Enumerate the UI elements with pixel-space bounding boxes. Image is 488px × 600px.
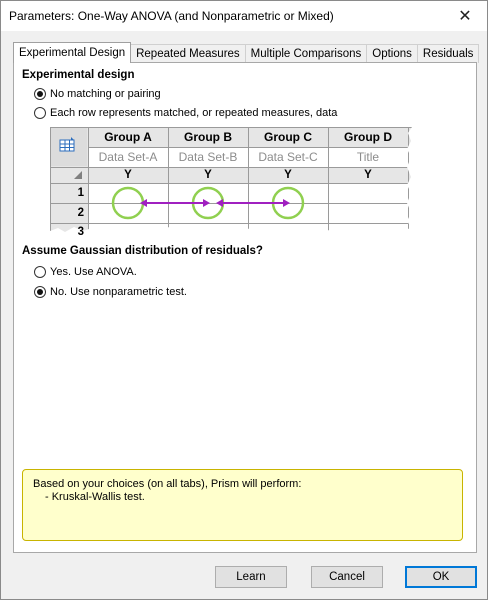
close-button[interactable] [443,1,487,31]
column-header-group-c[interactable]: Group C [264,130,312,144]
column-y-a: Y [124,169,132,181]
column-subtitle-b: Data Set-B [178,150,238,164]
column-y-b: Y [204,169,212,181]
arrow-b-c [216,199,290,207]
column-y-c: Y [284,169,292,181]
row-number-2: 2 [77,207,84,219]
column-header-group-a[interactable]: Group A [104,130,152,144]
summary-intro: Based on your choices (on all tabs), Prism will perform: [33,478,302,490]
cancel-button[interactable]: Cancel [311,566,383,588]
title-bar [1,1,487,31]
summary-test-name: - Kruskal-Wallis test. [45,491,145,503]
window-title: Parameters: One-Way ANOVA (and Nonparametric or Mixed) [9,9,334,23]
radio-nonparametric-button[interactable] [34,286,46,298]
torn-edge [50,227,412,239]
experimental-design-title: Experimental design [22,69,135,81]
radio-use-anova-button[interactable] [34,266,46,278]
tab-options[interactable]: Options [366,44,418,63]
radio-nonparametric[interactable] [34,286,187,298]
row-number-3: 3 [77,226,84,238]
tab-multiple-comparisons[interactable]: Multiple Comparisons [245,44,368,63]
radio-use-anova-label: Yes. Use ANOVA. [50,266,137,278]
column-subtitle-c: Data Set-C [258,150,318,164]
close-icon: ✕ [458,8,472,25]
radio-use-anova[interactable] [34,266,137,278]
tab-experimental-design[interactable]: Experimental Design [13,42,131,63]
tab-residuals[interactable]: Residuals [417,44,480,63]
radio-no-matching-label: No matching or pairing [50,88,161,100]
tab-panel [13,62,477,553]
radio-each-row-matched-button[interactable] [34,107,46,119]
arrow-a-b [140,199,210,207]
row-number-1: 1 [77,187,84,199]
radio-each-row-matched-label: Each row represents matched, or repeated measures, data [50,107,338,119]
tab-strip [13,44,478,63]
data-sheet-illustration [50,127,412,239]
column-subtitle-d: Title [356,150,380,164]
learn-button[interactable]: Learn [215,566,287,588]
ok-button[interactable]: OK [405,566,477,588]
radio-no-matching[interactable] [34,88,161,100]
radio-each-row-matched[interactable] [34,107,337,119]
column-header-group-d[interactable]: Group D [344,130,392,144]
tab-repeated-measures[interactable]: Repeated Measures [130,44,246,63]
radio-nonparametric-label: No. Use nonparametric test. [50,286,187,298]
gaussian-title: Assume Gaussian distribution of residuals? [22,245,263,257]
column-subtitle-a: Data Set-A [98,150,158,164]
radio-no-matching-button[interactable] [34,88,46,100]
analysis-summary-box [22,469,463,541]
column-y-d: Y [364,169,372,181]
column-header-group-b[interactable]: Group B [184,130,232,144]
